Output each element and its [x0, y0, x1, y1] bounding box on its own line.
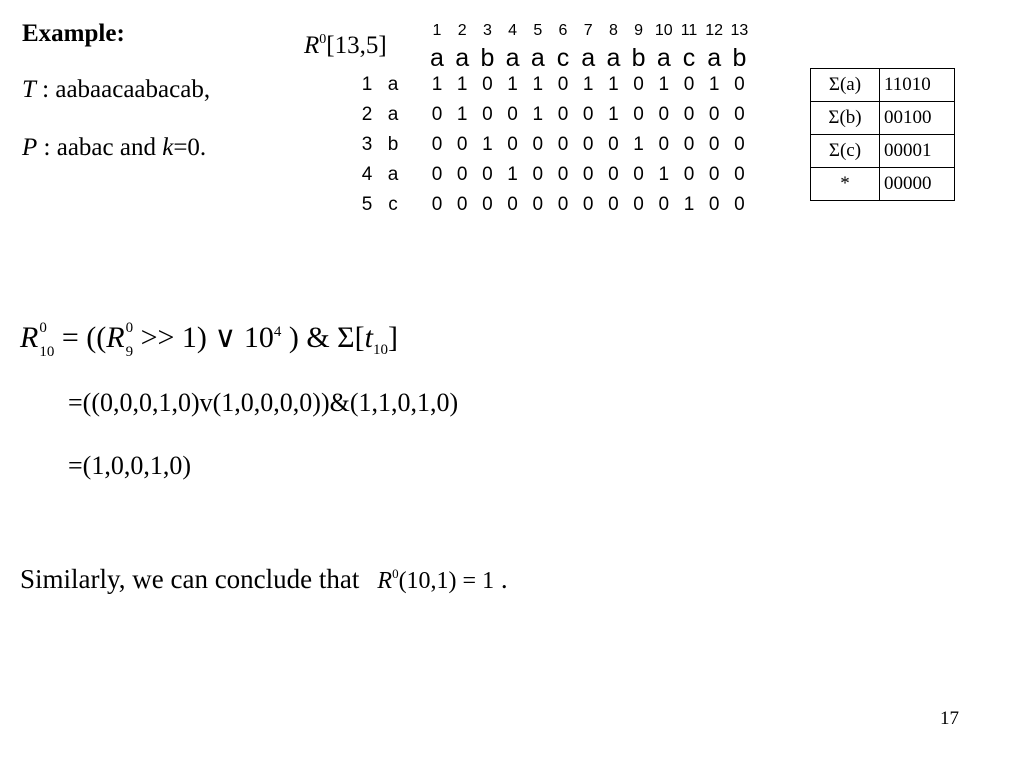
- matrix-bit: 0: [708, 164, 720, 185]
- text-character: b: [732, 44, 747, 72]
- sigma-value: 00100: [880, 102, 955, 135]
- matrix-bit: 1: [532, 74, 544, 95]
- matrix-bit: 0: [734, 74, 745, 95]
- matrix-bit: 0: [708, 134, 720, 155]
- sigma-row: [811, 102, 955, 135]
- row-index: 2: [361, 104, 373, 125]
- row-pattern-character: c: [388, 194, 398, 215]
- matrix-bit: 0: [582, 194, 594, 215]
- matrix-bit: 0: [557, 74, 569, 95]
- matrix-bit: 1: [708, 74, 720, 95]
- row-index: 3: [361, 134, 373, 155]
- matrix-bit: 0: [734, 134, 745, 155]
- text-character: a: [707, 44, 722, 72]
- text-character: a: [656, 44, 671, 72]
- matrix-bit: 0: [708, 194, 720, 215]
- matrix-bit: 1: [456, 104, 468, 125]
- matrix-bit: 0: [456, 134, 468, 155]
- matrix-bit: 1: [608, 74, 619, 95]
- matrix-bit: 0: [658, 134, 670, 155]
- sigma-table: [810, 68, 955, 201]
- sigma-row: [811, 168, 955, 201]
- sigma-key: *: [811, 168, 880, 201]
- column-index: 2: [457, 22, 467, 39]
- matrix-bit: 0: [482, 74, 493, 95]
- matrix-bit: 0: [456, 164, 468, 185]
- matrix-bit: 1: [658, 74, 670, 95]
- matrix-bit: 1: [608, 104, 619, 125]
- column-index: 7: [583, 22, 593, 39]
- matrix-bit: 0: [633, 164, 644, 185]
- column-index: 8: [608, 22, 618, 39]
- matrix-bit: 0: [683, 104, 695, 125]
- matrix-bit: 1: [683, 194, 695, 215]
- matrix-bit: 0: [507, 134, 518, 155]
- matrix-bit: 0: [532, 164, 544, 185]
- matrix-bit: 0: [431, 164, 443, 185]
- matrix-bit: 1: [658, 164, 670, 185]
- matrix-bit: 0: [734, 104, 745, 125]
- matrix-bit: 0: [582, 134, 594, 155]
- matrix-bit: 0: [608, 164, 619, 185]
- matrix-bit: 1: [482, 134, 493, 155]
- text-character: c: [556, 44, 570, 72]
- matrix-bit: 1: [582, 74, 594, 95]
- matrix-bit: 0: [633, 194, 644, 215]
- matrix-bit: 1: [456, 74, 468, 95]
- matrix-bit: 0: [683, 164, 695, 185]
- matrix-bit: 0: [582, 164, 594, 185]
- matrix-bit: 0: [532, 134, 544, 155]
- matrix-bit: 0: [658, 104, 670, 125]
- sigma-key: Σ(b): [811, 102, 880, 135]
- column-index: 9: [634, 22, 644, 39]
- text-character: a: [505, 44, 520, 72]
- sigma-row: [811, 135, 955, 168]
- text-character: b: [631, 44, 646, 72]
- matrix-bit: 0: [532, 194, 544, 215]
- example-title: Example:: [22, 20, 125, 47]
- matrix-bit: 1: [507, 164, 518, 185]
- matrix-bit: 0: [557, 194, 569, 215]
- pattern-P-line: P : aabac and k=0.: [22, 134, 207, 161]
- text-character: a: [455, 44, 470, 72]
- matrix-bit: 1: [507, 74, 518, 95]
- matrix-bit: 0: [482, 164, 493, 185]
- matrix-bit: 0: [431, 104, 443, 125]
- matrix-bit: 0: [658, 194, 670, 215]
- column-index: 5: [533, 22, 543, 39]
- text-character: a: [581, 44, 596, 72]
- matrix-bit: 0: [683, 134, 695, 155]
- sigma-row: [811, 69, 955, 102]
- matrix-bit: 0: [431, 134, 443, 155]
- matrix-label: $R^0[13,5]$: [304, 32, 387, 59]
- matrix-bit: 0: [456, 194, 468, 215]
- matrix-bit: 0: [431, 194, 443, 215]
- text-character: b: [480, 44, 495, 72]
- matrix-bit: 0: [608, 194, 619, 215]
- matrix-bit: 0: [507, 194, 518, 215]
- matrix-bit: 0: [734, 164, 745, 185]
- row-pattern-character: a: [387, 164, 399, 185]
- formula-step-3: =(1,0,0,1,0): [68, 451, 191, 480]
- matrix-bit: 0: [683, 74, 695, 95]
- matrix-bit: 0: [557, 164, 569, 185]
- matrix-bit: 0: [734, 194, 745, 215]
- text-character: a: [606, 44, 621, 72]
- row-index: 5: [361, 194, 373, 215]
- row-pattern-character: a: [387, 74, 399, 95]
- page-number: 17: [940, 708, 959, 729]
- matrix-bit: 0: [633, 74, 644, 95]
- matrix-bit: 0: [633, 104, 644, 125]
- text-character: c: [682, 44, 696, 72]
- column-index: 3: [482, 22, 492, 39]
- sigma-value: 00001: [880, 135, 955, 168]
- matrix-bit: 0: [482, 194, 493, 215]
- conclusion-line: Similarly, we can conclude that $R^0(10,1) = 1$ .: [20, 564, 508, 594]
- matrix-bit: 1: [431, 74, 443, 95]
- column-index: 11: [680, 22, 698, 39]
- text-T-line: T : aabaacaabacab,: [22, 76, 211, 103]
- column-index: 10: [654, 22, 673, 39]
- text-character: a: [530, 44, 545, 72]
- matrix-bit: 1: [633, 134, 644, 155]
- column-index: 4: [508, 22, 518, 39]
- column-index: 12: [705, 22, 724, 39]
- matrix-bit: 0: [708, 104, 720, 125]
- formula-step-2: =((0,0,0,1,0)v(1,0,0,0,0))&(1,1,0,1,0): [68, 388, 459, 417]
- row-index: 1: [361, 74, 373, 95]
- sigma-key: Σ(a): [811, 69, 880, 102]
- column-index: 6: [558, 22, 568, 39]
- matrix-bit: 0: [507, 104, 518, 125]
- matrix-bit: 0: [608, 134, 619, 155]
- recurrence-formula: R 0 10 = ((R 0 9 >> 1) ∨ $10^4$ ) & $\Sigma[t_{10}]$: [20, 320, 398, 361]
- sigma-key: Σ(c): [811, 135, 880, 168]
- text-character: a: [430, 44, 444, 72]
- matrix-bit: 0: [557, 104, 569, 125]
- row-pattern-character: a: [387, 104, 399, 125]
- row-pattern-character: b: [387, 134, 399, 155]
- matrix-bit: 0: [582, 104, 594, 125]
- column-index: 1: [432, 22, 442, 39]
- matrix-bit: 0: [482, 104, 493, 125]
- sigma-value: 11010: [880, 69, 955, 102]
- matrix-bit: 1: [532, 104, 544, 125]
- column-index: 13: [730, 22, 749, 39]
- matrix-bit: 0: [557, 134, 569, 155]
- row-index: 4: [361, 164, 373, 185]
- sigma-value: 00000: [880, 168, 955, 201]
